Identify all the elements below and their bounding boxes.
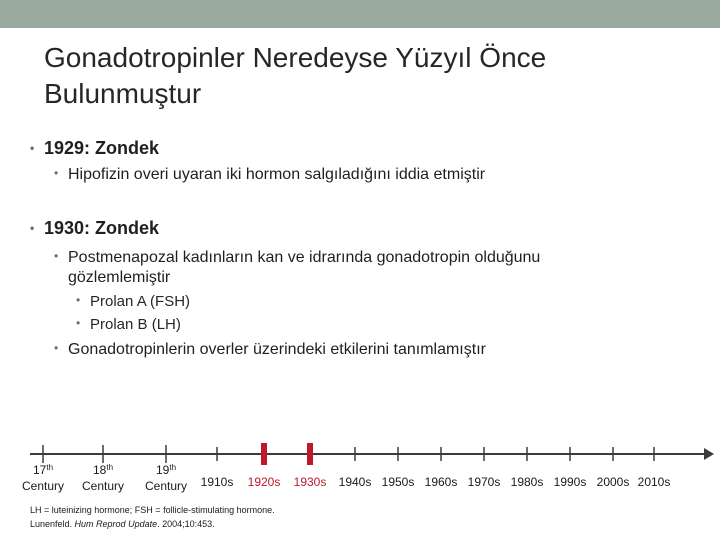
century-label-number: 18th (92, 463, 114, 477)
bullet-1930-text: 1930: Zondek (44, 218, 160, 238)
bullet-1930-detail-line1: Postmenapozal kadınların kan ve idrarında gonadotropin olduğunu (68, 249, 541, 266)
bullet-1930-detail-line2: gözlemlemiştir (68, 269, 171, 286)
decade-label: 1990s (553, 475, 587, 489)
timeline-highlight-marker (261, 443, 267, 465)
slide-title (44, 40, 684, 112)
decade-label: 1940s (338, 475, 372, 489)
decade-label: 1980s (510, 475, 544, 489)
bullet-dot: • (76, 316, 81, 330)
bullet-1930-detail (54, 246, 614, 288)
decade-label: 1950s (381, 475, 415, 489)
bullet-1930 (30, 218, 159, 239)
reference-author: Lunenfeld. (30, 519, 75, 529)
century-label-number: 17th (32, 463, 54, 477)
reference-journal: Hum Reprod Update (74, 519, 158, 529)
century-label-number: 19th (155, 463, 177, 477)
footnote-reference (30, 519, 215, 529)
title-line-1: Gonadotropinler Neredeyse Yüzyıl Önce (44, 42, 547, 73)
bullet-1929-detail-text: Hipofizin overi uyaran iki hormon salgıladığını iddia etmiştir (68, 166, 486, 183)
footnote-abbreviations: LH = luteinizing hormone; FSH = follicle-stimulating hormone. (30, 505, 275, 515)
timeline-highlight-marker (307, 443, 313, 465)
decade-label: 1970s (467, 475, 501, 489)
timeline-arrowhead (704, 448, 714, 460)
bullet-effects (54, 341, 486, 359)
top-accent-bar (0, 0, 720, 28)
bullet-dot: • (76, 293, 81, 307)
bullet-dot: • (54, 166, 59, 180)
bullet-prolan-a (76, 293, 190, 310)
decade-label: 2010s (637, 475, 671, 489)
decade-label: 2000s (596, 475, 630, 489)
bullet-prolan-a-text: Prolan A (FSH) (90, 293, 191, 310)
bullet-1929-detail (54, 166, 485, 184)
bullet-prolan-b (76, 316, 181, 333)
century-label-word: Century (144, 479, 188, 493)
bullet-dot: • (30, 141, 35, 155)
reference-details: . 2004;10:453. (157, 519, 215, 529)
bullet-1929-text: 1929: Zondek (44, 138, 160, 158)
bullet-prolan-b-text: Prolan B (LH) (90, 316, 181, 333)
decade-label: 1910s (200, 475, 234, 489)
decade-label: 1960s (424, 475, 458, 489)
bullet-dot: • (54, 341, 59, 355)
decade-label: 1930s (293, 475, 327, 489)
bullet-1929 (30, 138, 159, 159)
bullet-dot: • (30, 221, 35, 235)
bullet-dot: • (54, 249, 59, 263)
decade-label: 1920s (247, 475, 281, 489)
century-label-word: Century (21, 479, 65, 493)
title-line-2: Bulunmuştur (44, 78, 202, 109)
bullet-effects-text: Gonadotropinlerin overler üzerindeki etkilerini tanımlamıştır (68, 341, 486, 358)
century-label-word: Century (81, 479, 125, 493)
